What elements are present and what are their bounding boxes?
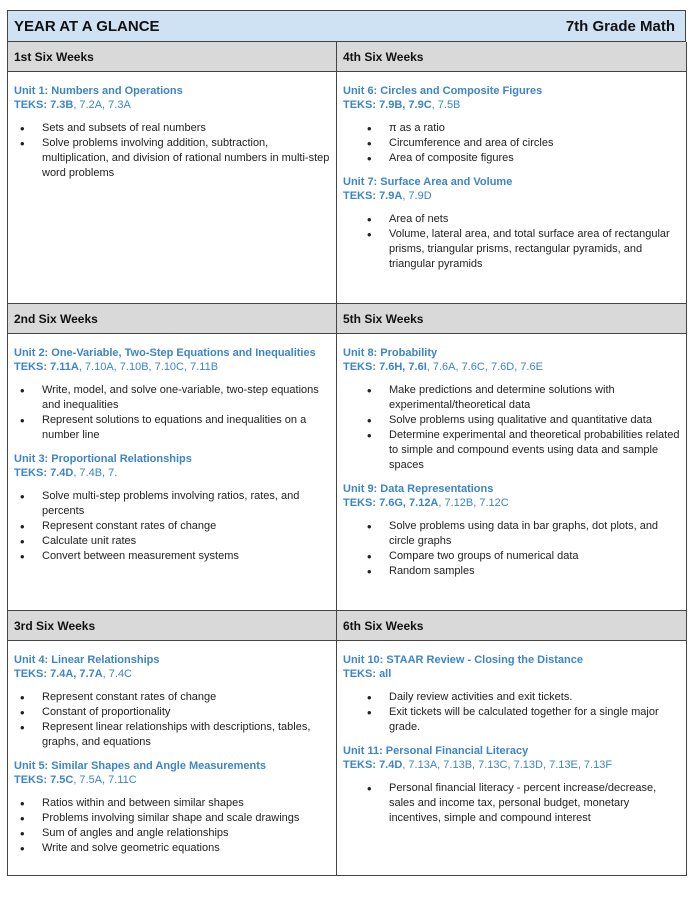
topic-item: • Area of composite figures [343, 151, 680, 166]
teks-line [343, 98, 680, 112]
teks-primary: 7.6G, 7.12A [379, 497, 439, 509]
topic-item: • Area of nets [343, 212, 680, 227]
topic-item: • Convert between measurement systems [14, 549, 330, 564]
topic-item: • Sum of angles and angle relationships [14, 826, 330, 841]
six-weeks-body [337, 641, 686, 826]
teks-secondary: , 7.5B [431, 99, 461, 111]
six-weeks-cell [337, 611, 687, 876]
topic-item: • Solve problems using qualitative and quantitative data [343, 413, 680, 428]
document-title: YEAR AT A GLANCE [14, 17, 160, 35]
teks-primary: 7.9B, 7.9C [379, 99, 432, 111]
teks-line [14, 773, 330, 787]
six-weeks-cell [337, 42, 687, 304]
topic-item: • Problems involving similar shape and scale drawings [14, 811, 330, 826]
topic-item: • Exit tickets will be calculated together for a single major grade. [343, 705, 680, 735]
unit-title: Unit 6: Circles and Composite Figures [343, 85, 543, 97]
teks-label: TEKS: [343, 361, 376, 373]
teks-label: TEKS: [14, 361, 47, 373]
teks-secondary: , 7.5A, 7.11C [73, 774, 137, 786]
unit-title: Unit 8: Probability [343, 347, 438, 359]
teks-primary: 7.4D [379, 759, 403, 771]
topic-item: • Ratios within and between similar shapes [14, 796, 330, 811]
teks-line [343, 496, 680, 510]
six-weeks-body [337, 72, 686, 272]
topic-list [14, 796, 330, 856]
teks-primary: 7.5C [50, 774, 74, 786]
six-weeks-cell [8, 304, 337, 611]
topic-item: • Random samples [343, 564, 680, 579]
six-weeks-heading: 1st Six Weeks [8, 42, 336, 72]
unit-title: Unit 9: Data Representations [343, 483, 494, 495]
teks-label: TEKS: [14, 774, 47, 786]
topic-item: • Represent linear relationships with descriptions, tables, graphs, and equations [14, 720, 330, 750]
six-weeks-body [8, 334, 336, 564]
topic-item: • Daily review activities and exit tickets. [343, 690, 680, 705]
topic-item: • Write, model, and solve one-variable, two-step equations and inequalities [14, 383, 330, 413]
topic-item: • Determine experimental and theoretical probabilities related to simple and compound events using data and sample spaces [343, 428, 680, 473]
teks-secondary: , 7.4C [102, 668, 133, 680]
topic-list [343, 519, 680, 579]
teks-primary: 7.4A, 7.7A [50, 668, 103, 680]
topic-item: • Solve problems involving addition, subtraction, multiplication, and division of rational numbers in multi-step word problems [14, 136, 330, 181]
teks-label: TEKS: [343, 759, 376, 771]
teks-line [343, 360, 680, 374]
topic-list [343, 212, 680, 272]
teks-label: TEKS: [343, 99, 376, 111]
topic-item: • Sets and subsets of real numbers [14, 121, 330, 136]
teks-label: TEKS: [343, 190, 376, 202]
topic-list [343, 383, 680, 473]
six-weeks-heading: 2nd Six Weeks [8, 304, 336, 334]
topic-item: • Calculate unit rates [14, 534, 330, 549]
topic-item: • Volume, lateral area, and total surface area of rectangular prisms, triangular prisms, rectangular pyramids, and triangular pyramids [343, 227, 680, 272]
topic-item: • Represent constant rates of change [14, 519, 330, 534]
topic-list [343, 690, 680, 735]
teks-line [14, 466, 330, 480]
teks-primary: 7.11A [50, 361, 79, 373]
six-weeks-grid [7, 42, 686, 876]
teks-line [14, 667, 330, 681]
topic-item: • Represent solutions to equations and inequalities on a number line [14, 413, 330, 443]
unit-title: Unit 4: Linear Relationships [14, 654, 160, 666]
teks-primary: all [379, 668, 392, 680]
topic-list [14, 121, 330, 181]
teks-label: TEKS: [343, 668, 376, 680]
teks-label: TEKS: [14, 99, 47, 111]
six-weeks-cell [8, 42, 337, 304]
unit-title: Unit 5: Similar Shapes and Angle Measurements [14, 760, 267, 772]
topic-item: • Personal financial literacy - percent increase/decrease, sales and income tax, personal budget, monetary incentives, simple and compound interest [343, 781, 680, 826]
teks-label: TEKS: [14, 668, 47, 680]
unit-title: Unit 7: Surface Area and Volume [343, 176, 513, 188]
topic-item: • Constant of proportionality [14, 705, 330, 720]
six-weeks-cell [8, 611, 337, 876]
six-weeks-heading: 3rd Six Weeks [8, 611, 336, 641]
teks-line [14, 360, 330, 374]
six-weeks-body [8, 641, 336, 856]
teks-primary: 7.3B [50, 99, 74, 111]
unit-title: Unit 10: STAAR Review - Closing the Distance [343, 654, 584, 666]
teks-line [343, 758, 680, 772]
topic-item: • Circumference and area of circles [343, 136, 680, 151]
teks-secondary: , 7.9D [402, 190, 432, 202]
unit-title: Unit 3: Proportional Relationships [14, 453, 192, 465]
teks-line [343, 667, 680, 681]
topic-item: • Write and solve geometric equations [14, 841, 330, 856]
topic-item: • Make predictions and determine solutions with experimental/theoretical data [343, 383, 680, 413]
topic-item: • Solve multi-step problems involving ratios, rates, and percents [14, 489, 330, 519]
topic-item: • Solve problems using data in bar graphs, dot plots, and circle graphs [343, 519, 680, 549]
unit-title: Unit 1: Numbers and Operations [14, 85, 183, 97]
year-at-a-glance-document [7, 10, 686, 876]
topic-list [14, 489, 330, 564]
teks-secondary: , 7.4B, 7. [73, 467, 118, 479]
six-weeks-body [8, 72, 336, 181]
unit-title: Unit 11: Personal Financial Literacy [343, 745, 529, 757]
teks-label: TEKS: [343, 497, 376, 509]
six-weeks-cell [337, 304, 687, 611]
six-weeks-heading: 6th Six Weeks [337, 611, 686, 641]
teks-primary: 7.9A [379, 190, 403, 202]
topic-list [14, 690, 330, 750]
topic-item: • Compare two groups of numerical data [343, 549, 680, 564]
topic-item: • Represent constant rates of change [14, 690, 330, 705]
topic-list [343, 781, 680, 826]
document-header [7, 10, 686, 42]
topic-list [343, 121, 680, 166]
teks-line [14, 98, 330, 112]
topic-list [14, 383, 330, 443]
six-weeks-body [337, 334, 686, 579]
six-weeks-heading: 5th Six Weeks [337, 304, 686, 334]
teks-line [343, 189, 680, 203]
course-name: 7th Grade Math [565, 17, 675, 35]
teks-secondary: , 7.13A, 7.13B, 7.13C, 7.13D, 7.13E, 7.13F [402, 759, 613, 771]
teks-secondary: , 7.2A, 7.3A [73, 99, 131, 111]
teks-secondary: , 7.10A, 7.10B, 7.10C, 7.11B [78, 361, 219, 373]
teks-label: TEKS: [14, 467, 47, 479]
teks-primary: 7.6H, 7.6I [379, 361, 427, 373]
topic-item: • π as a ratio [343, 121, 680, 136]
teks-primary: 7.4D [50, 467, 74, 479]
teks-secondary: , 7.12B, 7.12C [438, 497, 509, 509]
teks-secondary: , 7.6A, 7.6C, 7.6D, 7.6E [426, 361, 543, 373]
six-weeks-heading: 4th Six Weeks [337, 42, 686, 72]
unit-title: Unit 2: One-Variable, Two-Step Equations and Inequalities [14, 347, 316, 359]
